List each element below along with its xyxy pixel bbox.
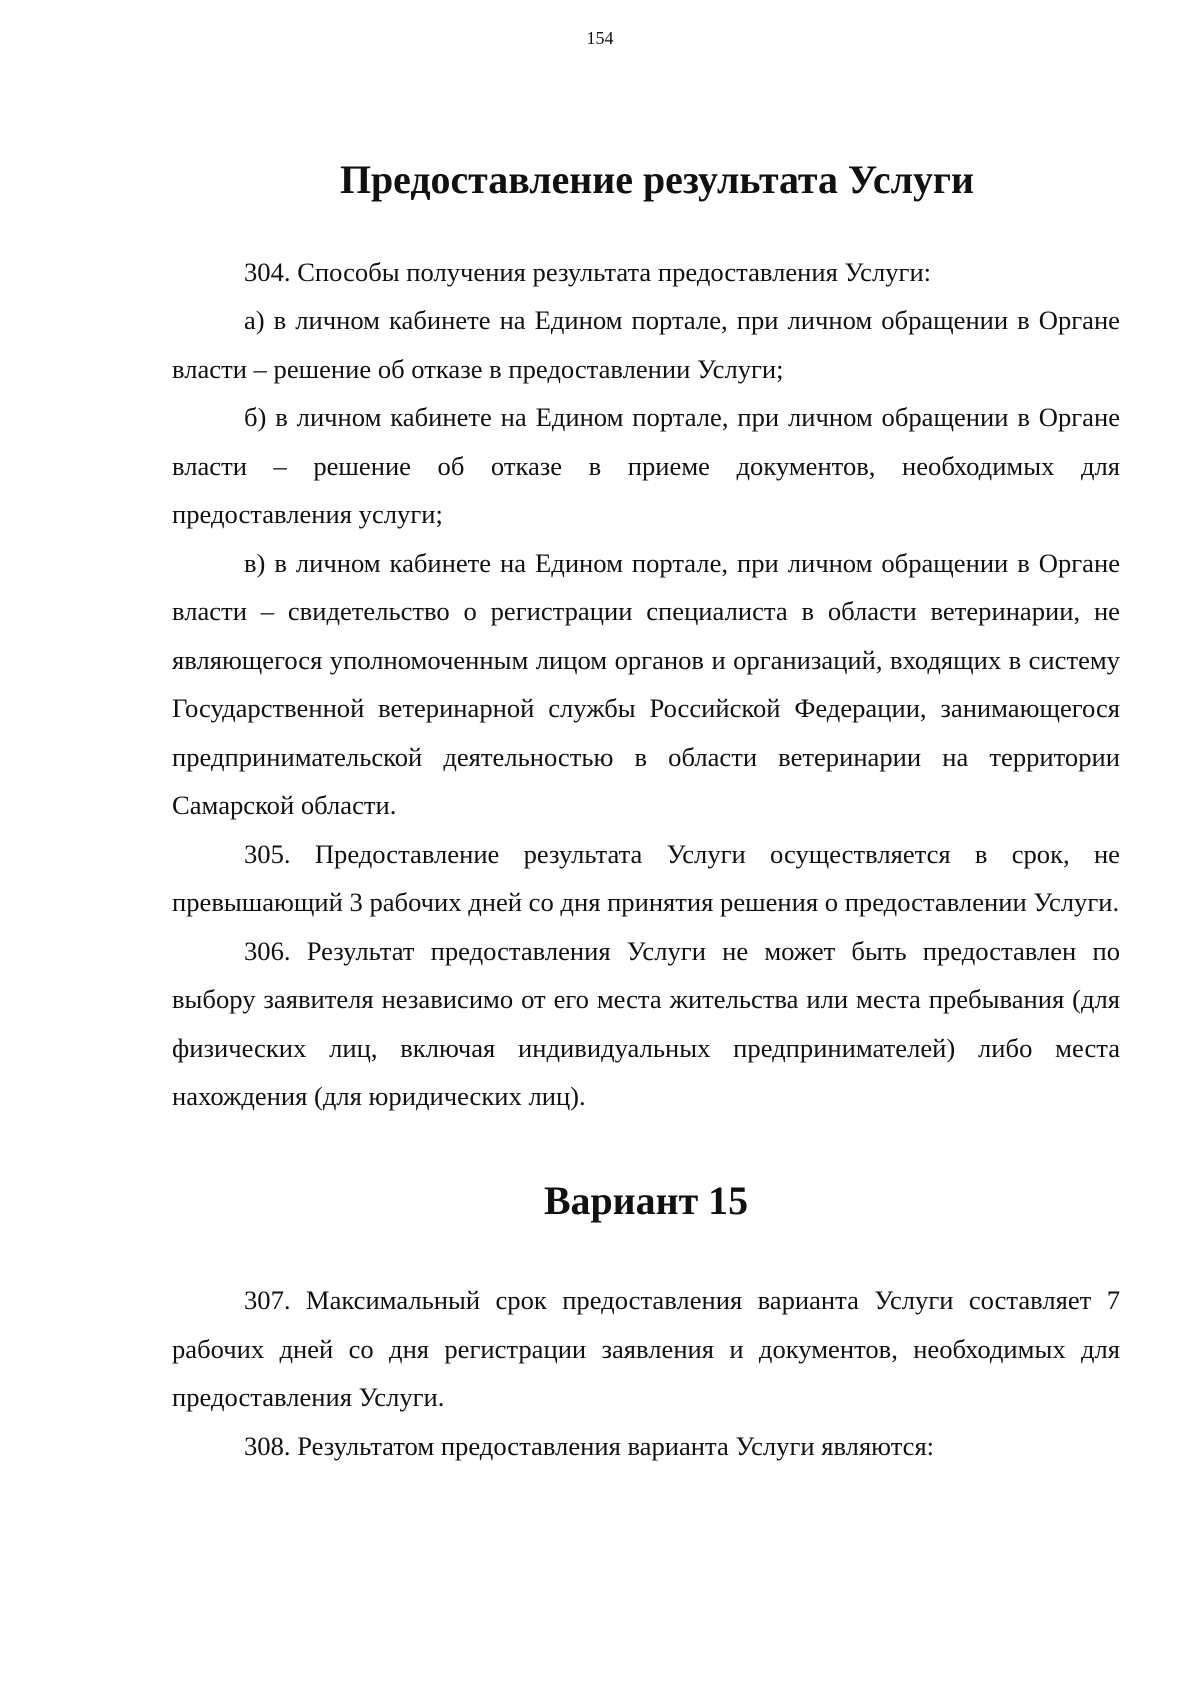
document-body (172, 140, 1120, 1470)
paragraph-304-a: а) в личном кабинете на Едином портале, при личном обращении в Органе власти – решение об отказе в предоставлении Услуги; (172, 305, 1120, 384)
section-heading-result: Предоставление результата Услуги (339, 157, 975, 202)
paragraph-304-b: б) в личном кабинете на Едином портале, при личном обращении в Органе власти – решение об отказе в приеме документов, необходимых для предоставления услуги; (172, 402, 1120, 529)
page-number: 154 (586, 28, 614, 48)
paragraph-304-v: в) в личном кабинете на Едином портале, при личном обращении в Органе власти – свидетельство о регистрации специалиста в области ветеринарии, не являющегося уполномоченным лицом органов и организаций, входящих в систему Государственной ветеринарной службы Российской Федерации, занимающегося предпринимательской деятельностью в области ветеринарии на территории Самарской области. (172, 547, 1120, 820)
paragraph-304: 304. Способы получения результата предоставления Услуги: (244, 256, 932, 287)
paragraph-305: 305. Предоставление результата Услуги осуществляется в срок, не превышающий 3 рабочих дней со дня принятия решения о предоставлении Услуги. (172, 838, 1120, 917)
paragraph-307: 307. Максимальный срок предоставления варианта Услуги составляет 7 рабочих дней со дня регистрации заявления и документов, необходимых для предоставления Услуги. (172, 1285, 1120, 1412)
section-heading-variant-15: Вариант 15 (543, 1177, 749, 1223)
paragraph-308: 308. Результатом предоставления варианта Услуги являются: (244, 1430, 935, 1461)
paragraph-306: 306. Результат предоставления Услуги не может быть предоставлен по выбору заявителя независимо от его места жительства или места пребывания (для физических лиц, включая индивидуальных предпринимателей) либо места нахождения (для юридических лиц). (172, 935, 1120, 1111)
